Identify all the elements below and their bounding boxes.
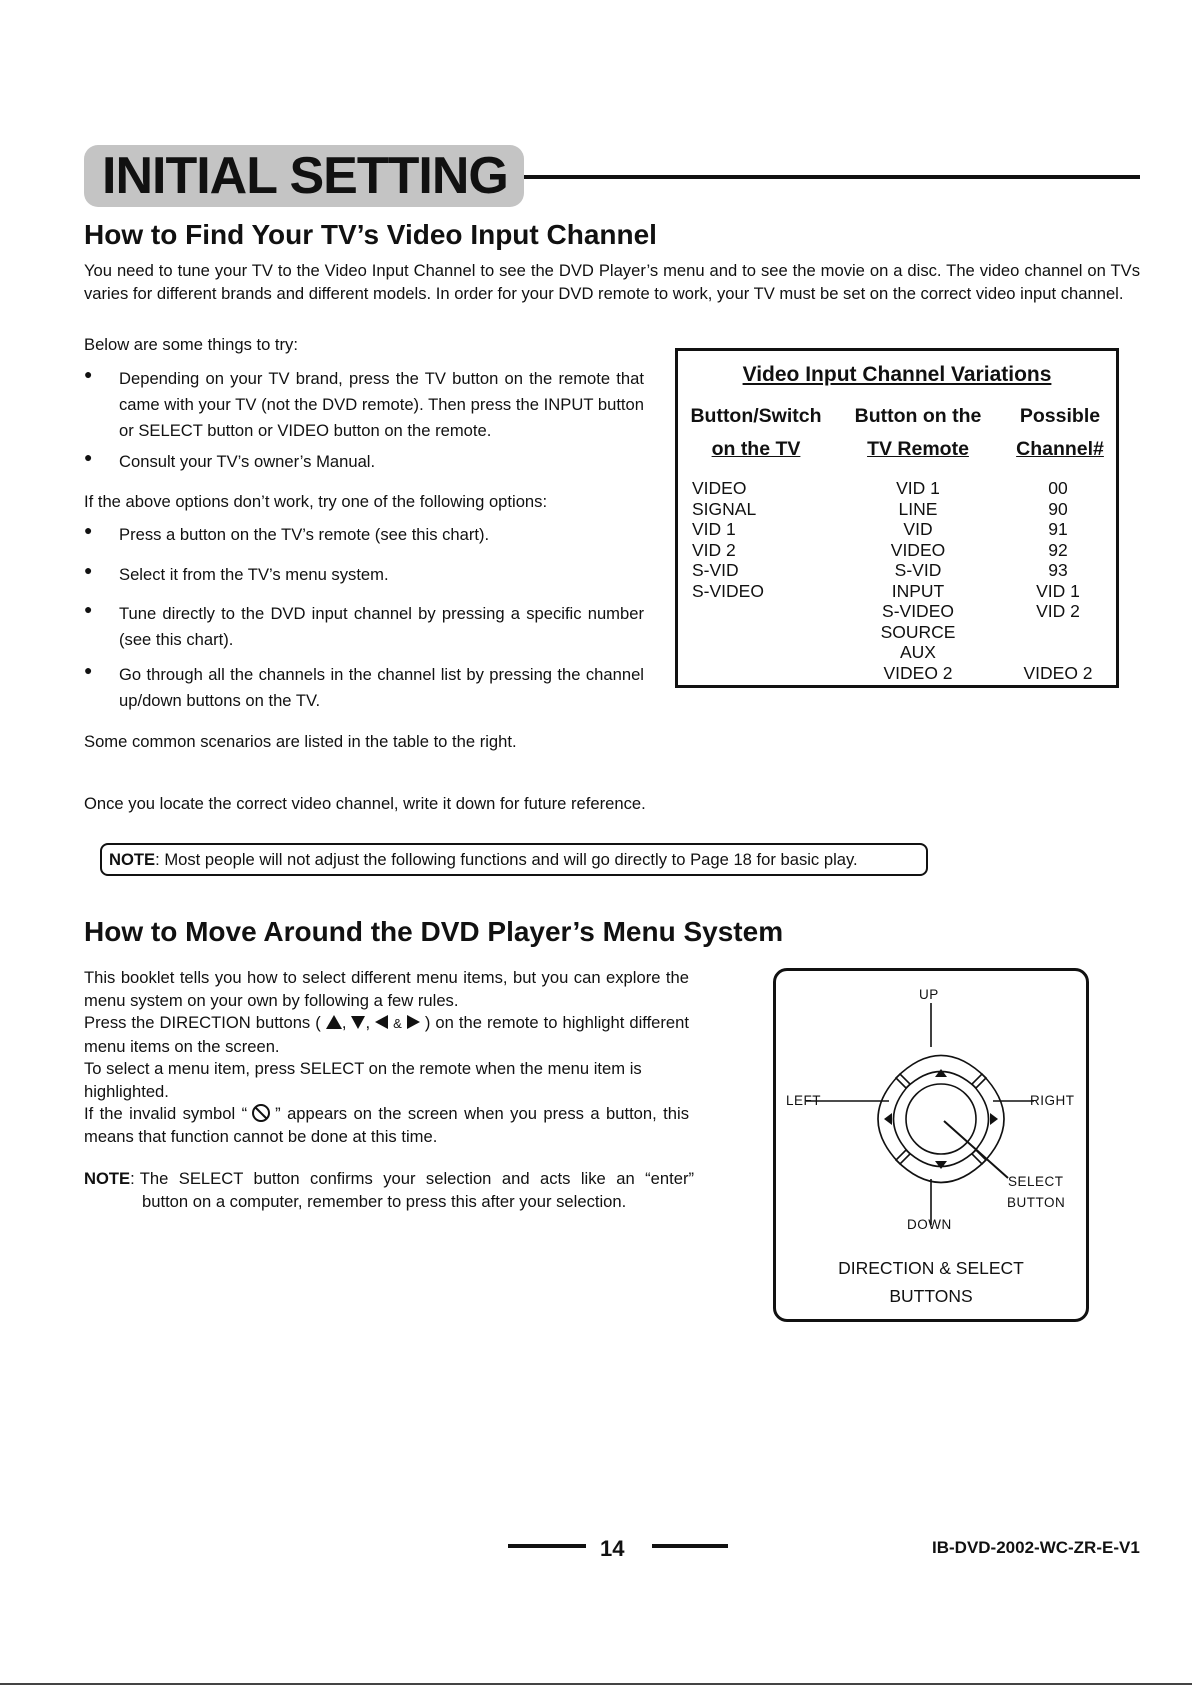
down-arrow-icon — [351, 1016, 365, 1029]
page-number: 14 — [600, 1536, 625, 1561]
table-cell: VID 1 — [692, 519, 736, 539]
diagram-caption-line-1: DIRECTION & SELECT — [838, 1258, 1024, 1278]
table-cell: AUX — [900, 642, 936, 662]
col-header-remote-button: Button on the TV Remote — [854, 405, 982, 460]
video-input-channel-table — [675, 348, 1119, 688]
label-left: LEFT — [786, 1093, 822, 1108]
note-line-1: The SELECT button confirms your selection and acts like an “enter” — [139, 1169, 694, 1188]
table-cell: VID 2 — [692, 539, 736, 560]
table-cell: LINE — [898, 498, 938, 519]
table-cell: VID 1 — [896, 478, 940, 498]
list-item: ● Select it from the TV’s menu system. — [84, 562, 389, 584]
col-header-channel: Possible Channel# — [1016, 405, 1104, 460]
table-cell: S-VID — [894, 560, 942, 580]
bullet-icon: ● — [84, 449, 93, 465]
table-cell: VIDEO — [692, 478, 747, 498]
document-code: IB-DVD-2002-WC-ZR-E-V1 — [932, 1538, 1140, 1557]
table-cell — [1008, 622, 1108, 643]
table-cell: VID 1 — [1036, 580, 1080, 601]
table-cell: INPUT — [891, 580, 945, 601]
label-select-button: BUTTON — [1007, 1195, 1066, 1210]
table-cell: S-VIDEO — [882, 601, 954, 621]
list-item: ● Go through all the channels in the channel list by pressing the channel up/down buttons on the TV. — [84, 662, 644, 710]
table-cell: 93 — [1048, 560, 1068, 580]
up-triangle-icon — [935, 1069, 947, 1077]
select-button-icon — [906, 1084, 976, 1154]
table-title: Video Input Channel Variations — [742, 363, 1052, 386]
note-text: : Most people will not adjust the following functions and will go directly to Page 18 for basic play. — [155, 850, 858, 869]
table-cell: S-VID — [692, 560, 739, 580]
right-arrow-icon — [407, 1015, 420, 1029]
col-header-tv-switch: Button/Switch on the TV — [690, 405, 822, 460]
note-label: NOTE — [84, 1169, 131, 1188]
list-item: ● Depending on your TV brand, press the TV button on the remote that came with your TV (not the DVD remote). Then press the INPUT button or SELECT button or VIDEO button on the remote. — [84, 366, 644, 440]
label-down: DOWN — [907, 1217, 952, 1232]
note-box — [100, 843, 928, 876]
table-cell: VIDEO — [890, 539, 946, 560]
table-cell: VID 2 — [1036, 601, 1080, 621]
locate-text: Once you locate the correct video channel, write it down for future reference. — [84, 794, 646, 813]
table-cell: 92 — [1048, 539, 1068, 560]
menu-paragraph-1: This booklet tells you how to select different menu items, but you can explore the menu system on your own by following a few rules. — [84, 968, 689, 1010]
table-cell: VIDEO 2 — [883, 662, 953, 683]
try-intro: Below are some things to try: — [84, 335, 298, 354]
title-rule — [524, 175, 1140, 179]
table-cell: 91 — [1048, 519, 1068, 539]
table-cell — [1008, 642, 1108, 663]
diagram-caption-line-2: BUTTONS — [889, 1286, 973, 1306]
table-cell: SOURCE — [880, 621, 956, 642]
list-item: ● Tune directly to the DVD input channel by pressing a specific number (see this chart). — [84, 601, 644, 649]
list-item: ● Press a button on the TV’s remote (see this chart). — [84, 522, 490, 544]
table-cell: VID — [903, 519, 933, 539]
footer-rule-right — [652, 1544, 728, 1548]
down-triangle-icon — [935, 1161, 947, 1169]
up-arrow-icon — [326, 1015, 342, 1029]
select-note: NOTE : The SELECT button confirms your selection and acts like an “enter” button on a computer, remember to press this after your selection. — [84, 1168, 694, 1213]
menu-instructions — [84, 967, 689, 1148]
note-label: NOTE — [109, 850, 156, 869]
footer-rule-left — [508, 1544, 586, 1548]
table-cell: SIGNAL — [692, 498, 757, 519]
direction-select-diagram — [773, 968, 1089, 1322]
options-intro: If the above options don’t work, try one of the following options: — [84, 492, 548, 511]
label-select: SELECT — [1008, 1174, 1064, 1189]
scenarios-text: Some common scenarios are listed in the table to the right. — [84, 732, 517, 751]
list-item: ● Consult your TV’s owner’s Manual. — [84, 449, 376, 471]
right-triangle-icon — [990, 1113, 998, 1125]
bullet-icon: ● — [84, 562, 93, 578]
bullet-icon: ● — [84, 601, 93, 617]
table-column-tv-switch — [692, 478, 832, 601]
table-cell: 90 — [1048, 498, 1068, 519]
table-column-channel — [1008, 478, 1108, 683]
section-heading-video-input: How to Find Your TV’s Video Input Channel — [84, 219, 657, 250]
intro-paragraph: You need to tune your TV to the Video Input Channel to see the DVD Player’s menu and to see the movie on a disc. The video channel on TVs varies for different brands and different models. In order for your DVD remote to work, your TV must be set on the correct video input channel. — [84, 261, 1140, 303]
note-line-2: button on a computer, remember to press this after your selection. — [142, 1191, 627, 1211]
table-cell: VIDEO 2 — [1023, 662, 1093, 683]
menu-paragraph-4: If the invalid symbol “ ” appears on the screen when you press a button, this means that function cannot be done at this time. — [84, 1104, 689, 1146]
table-column-remote-button — [858, 478, 978, 683]
left-arrow-icon — [375, 1015, 388, 1029]
table-cell: S-VIDEO — [692, 580, 764, 601]
menu-paragraph-3: To select a menu item, press SELECT on the remote when the menu item is highlighted. — [84, 1059, 642, 1101]
section-heading-menu-system: How to Move Around the DVD Player’s Menu System — [84, 916, 784, 947]
left-triangle-icon — [884, 1113, 892, 1125]
invalid-symbol-icon — [251, 1103, 271, 1123]
bullet-icon: ● — [84, 662, 93, 678]
label-right: RIGHT — [1030, 1093, 1075, 1108]
label-up: UP — [919, 987, 939, 1002]
bullet-icon: ● — [84, 522, 93, 538]
table-cell: 00 — [1048, 478, 1068, 498]
page-title: INITIAL SETTING — [102, 147, 508, 205]
bullet-icon: ● — [84, 366, 93, 382]
menu-paragraph-2: Press the DIRECTION buttons ( , , & ) on the remote to highlight different menu items on the screen. — [84, 1013, 689, 1056]
